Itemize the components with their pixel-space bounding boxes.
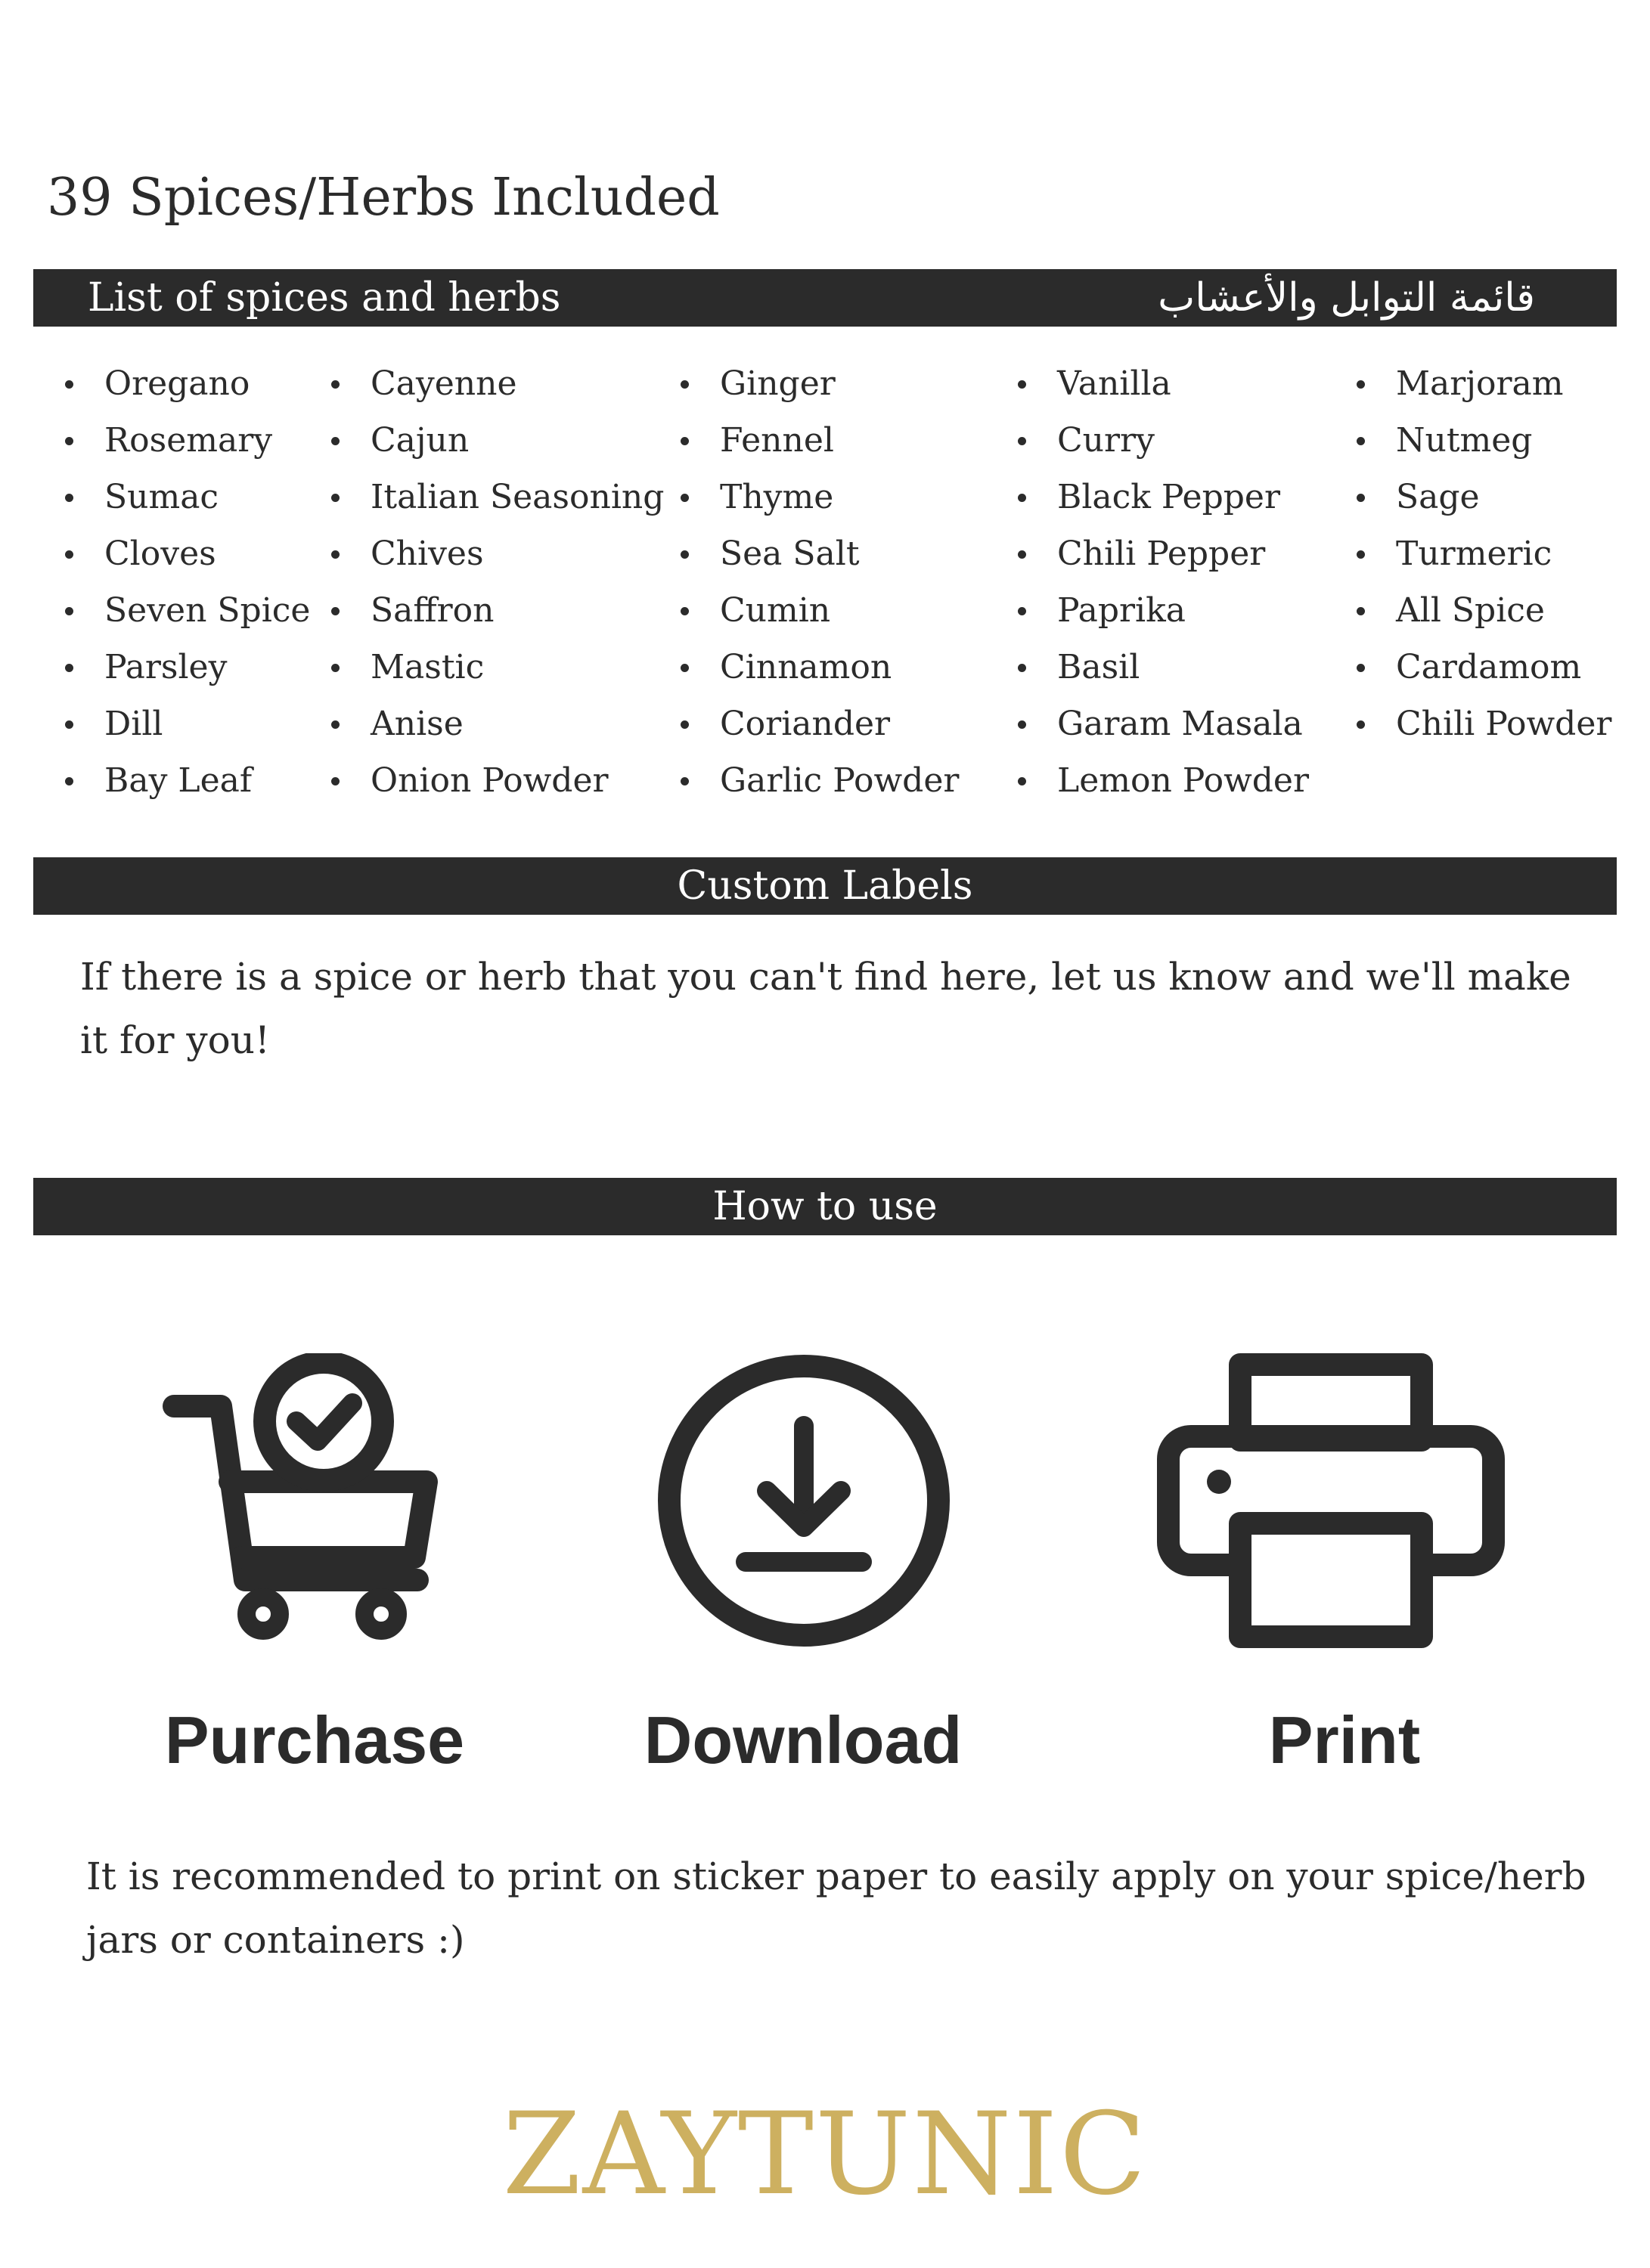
spice-item: Onion Powder: [331, 752, 664, 809]
spice-item: Thyme: [681, 469, 959, 525]
spice-item: Anise: [331, 696, 664, 752]
spice-item: Sumac: [65, 469, 310, 525]
download-icon: [656, 1353, 951, 1648]
spice-item: Saffron: [331, 582, 664, 639]
custom-labels-text: If there is a spice or herb that you can't find here, let us know and we'll make it for you!: [80, 955, 1571, 1062]
spice-item: Rosemary: [65, 412, 310, 469]
spice-item: Fennel: [681, 412, 959, 469]
spice-column-5: [1357, 355, 1611, 752]
spice-item: Garlic Powder: [681, 752, 959, 809]
spice-item: Cinnamon: [681, 639, 959, 696]
spice-column-1: [65, 355, 310, 809]
spice-item: Dill: [65, 696, 310, 752]
spice-item: Italian Seasoning: [331, 469, 664, 525]
brand-logo: ZAYTUNIC: [502, 2089, 1148, 2220]
spice-item: Sage: [1357, 469, 1611, 525]
spice-item: Ginger: [681, 355, 959, 412]
spice-item: Black Pepper: [1018, 469, 1309, 525]
spice-column-2: [331, 355, 664, 809]
spice-item: Chili Pepper: [1018, 525, 1309, 582]
spice-item: Marjoram: [1357, 355, 1611, 412]
spice-column-3: [681, 355, 959, 809]
step-print-label: Print: [1268, 1703, 1421, 1777]
spice-item: Sea Salt: [681, 525, 959, 582]
print-recommendation-text: It is recommended to print on sticker paper to easily apply on your spice/herb jars or containers :): [86, 1854, 1586, 1962]
spice-item: Lemon Powder: [1018, 752, 1309, 809]
spice-item: Paprika: [1018, 582, 1309, 639]
page-title: 39 Spices/Herbs Included: [47, 168, 720, 228]
spice-item: Curry: [1018, 412, 1309, 469]
spice-item: Mastic: [331, 639, 664, 696]
spice-item: Cumin: [681, 582, 959, 639]
spice-item: Chives: [331, 525, 664, 582]
custom-labels-heading: Custom Labels: [33, 857, 1617, 915]
spice-item: Cayenne: [331, 355, 664, 412]
how-to-use-heading: How to use: [33, 1178, 1617, 1235]
spice-item: Bay Leaf: [65, 752, 310, 809]
spice-item: Nutmeg: [1357, 412, 1611, 469]
spice-list-header-bar: [33, 269, 1617, 327]
spice-item: Cloves: [65, 525, 310, 582]
spice-item: Basil: [1018, 639, 1309, 696]
spice-item: Cajun: [331, 412, 664, 469]
spice-list-heading-arabic: قائمة التوابل والأعشاب: [1158, 275, 1535, 321]
spice-item: Coriander: [681, 696, 959, 752]
spice-item: Vanilla: [1018, 355, 1309, 412]
spice-list-heading: List of spices and herbs: [88, 275, 561, 321]
spice-item: Garam Masala: [1018, 696, 1309, 752]
spice-item: Cardamom: [1357, 639, 1611, 696]
spice-item: Parsley: [65, 639, 310, 696]
spice-column-4: [1018, 355, 1309, 809]
printer-icon: [1157, 1353, 1505, 1648]
spice-item: Turmeric: [1357, 525, 1611, 582]
step-download-label: Download: [644, 1703, 963, 1777]
spice-item: Seven Spice: [65, 582, 310, 639]
spice-item: All Spice: [1357, 582, 1611, 639]
cart-check-icon: [160, 1353, 448, 1648]
spice-item: Chili Powder: [1357, 696, 1611, 752]
spice-item: Oregano: [65, 355, 310, 412]
step-purchase-label: Purchase: [164, 1703, 465, 1777]
